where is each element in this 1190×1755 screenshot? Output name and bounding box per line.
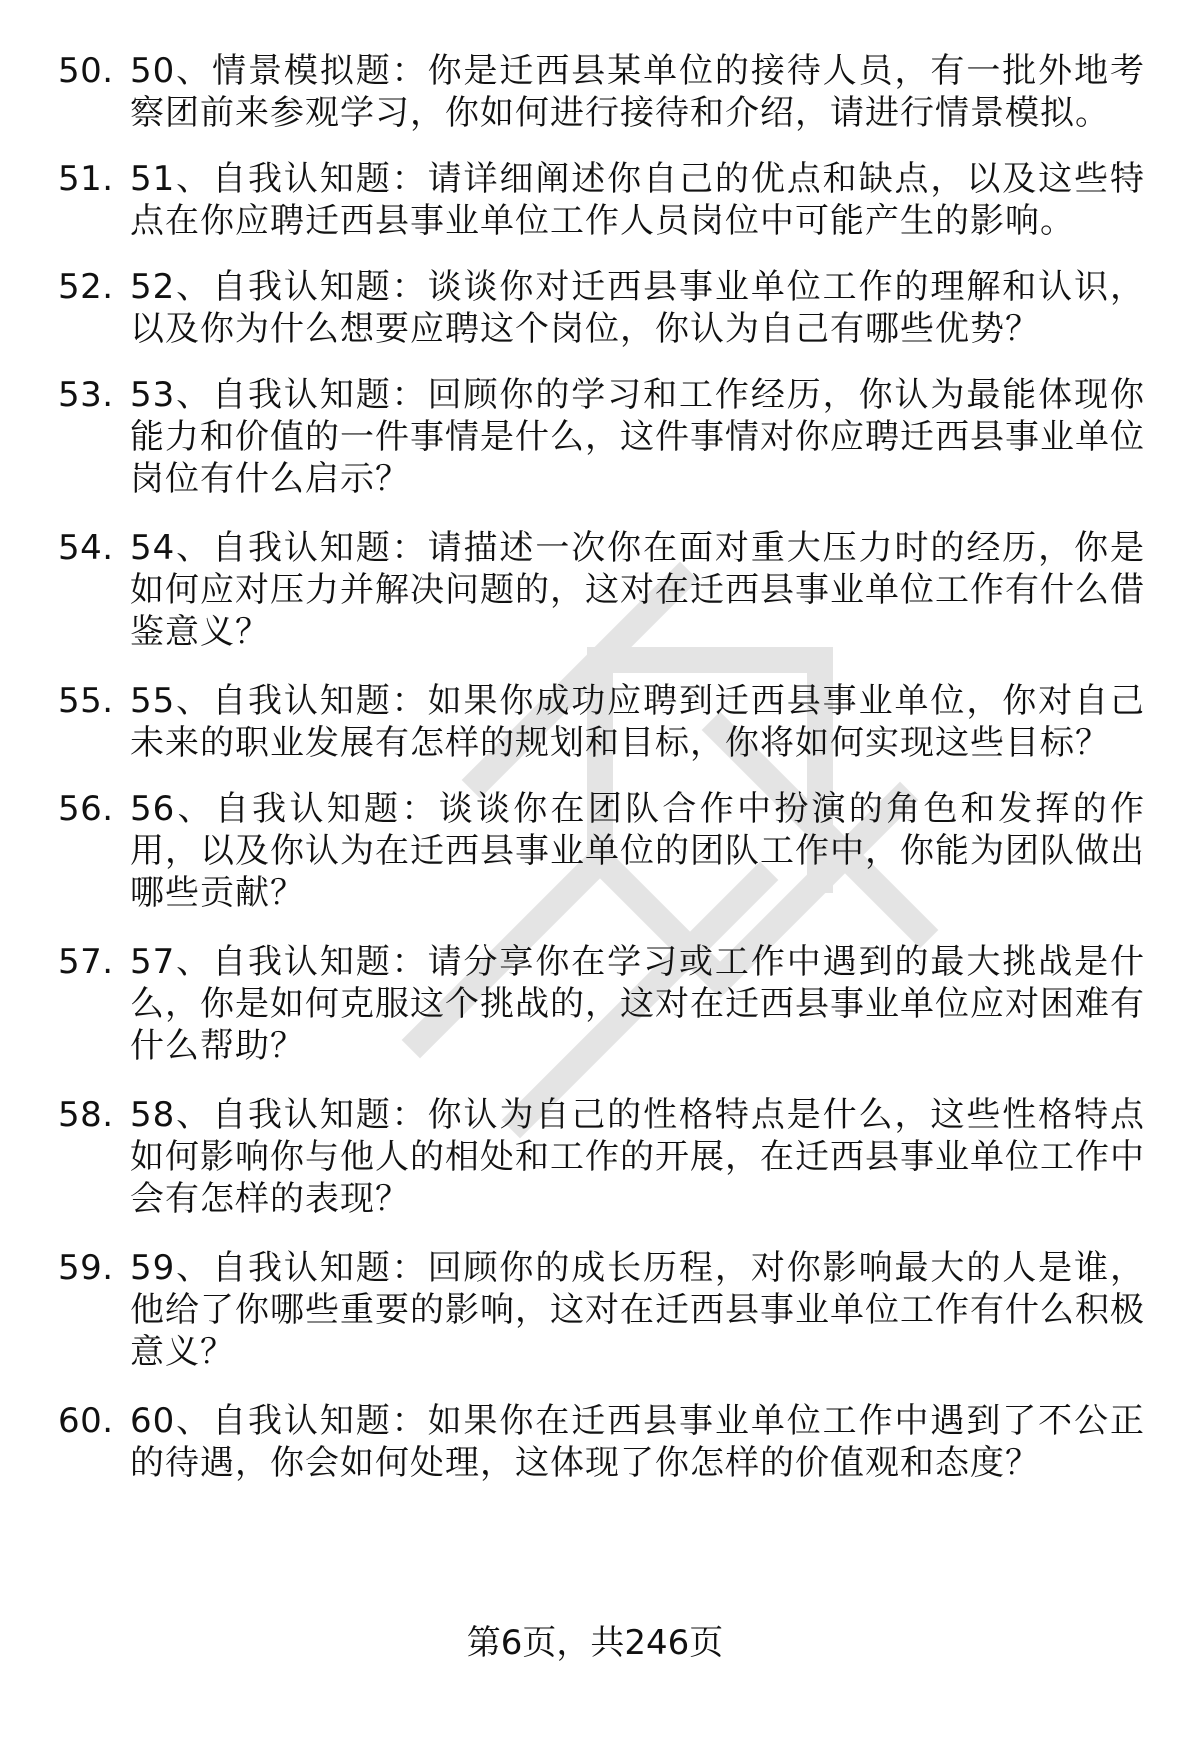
question-text: 53、自我认知题：回顾你的学习和工作经历，你认为最能体现你能力和价值的一件事情是什么，这件事情对你应聘迁西县事业单位岗位有什么启示？	[130, 375, 1145, 499]
page-footer: 第6页，共246页	[466, 1623, 724, 1663]
question-number: 54.	[58, 528, 114, 568]
question-text: 52、自我认知题：谈谈你对迁西县事业单位工作的理解和认识，以及你为什么想要应聘这个岗位，你认为自己有哪些优势？	[130, 267, 1145, 349]
question-text: 56、自我认知题：谈谈你在团队合作中扮演的角色和发挥的作用，以及你认为在迁西县事业单位的团队工作中，你能为团队做出哪些贡献？	[130, 789, 1145, 913]
question-text: 50、情景模拟题：你是迁西县某单位的接待人员，有一批外地考察团前来参观学习，你如何进行接待和介绍，请进行情景模拟。	[130, 51, 1145, 133]
question-number: 51.	[58, 159, 114, 199]
question-number: 53.	[58, 375, 114, 415]
question-text: 54、自我认知题：请描述一次你在面对重大压力时的经历，你是如何应对压力并解决问题的，这对在迁西县事业单位工作有什么借鉴意义？	[130, 528, 1145, 652]
question-text: 55、自我认知题：如果你成功应聘到迁西县事业单位，你对自己未来的职业发展有怎样的规划和目标，你将如何实现这些目标？	[130, 681, 1145, 763]
question-number: 56.	[58, 789, 114, 829]
question-number: 57.	[58, 942, 114, 982]
question-text: 51、自我认知题：请详细阐述你自己的优点和缺点，以及这些特点在你应聘迁西县事业单位工作人员岗位中可能产生的影响。	[130, 159, 1145, 241]
question-number: 58.	[58, 1095, 114, 1135]
question-number: 59.	[58, 1248, 114, 1288]
question-text: 57、自我认知题：请分享你在学习或工作中遇到的最大挑战是什么，你是如何克服这个挑战的，这对在迁西县事业单位应对困难有什么帮助？	[130, 942, 1145, 1066]
question-number: 50.	[58, 51, 114, 91]
question-number: 55.	[58, 681, 114, 721]
question-number: 52.	[58, 267, 114, 307]
question-text: 60、自我认知题：如果你在迁西县事业单位工作中遇到了不公正的待遇，你会如何处理，这体现了你怎样的价值观和态度？	[130, 1401, 1145, 1483]
question-text: 59、自我认知题：回顾你的成长历程，对你影响最大的人是谁，他给了你哪些重要的影响，这对在迁西县事业单位工作有什么积极意义？	[130, 1248, 1145, 1372]
question-text: 58、自我认知题：你认为自己的性格特点是什么，这些性格特点如何影响你与他人的相处和工作的开展，在迁西县事业单位工作中会有怎样的表现？	[130, 1095, 1145, 1219]
question-number: 60.	[58, 1401, 114, 1441]
